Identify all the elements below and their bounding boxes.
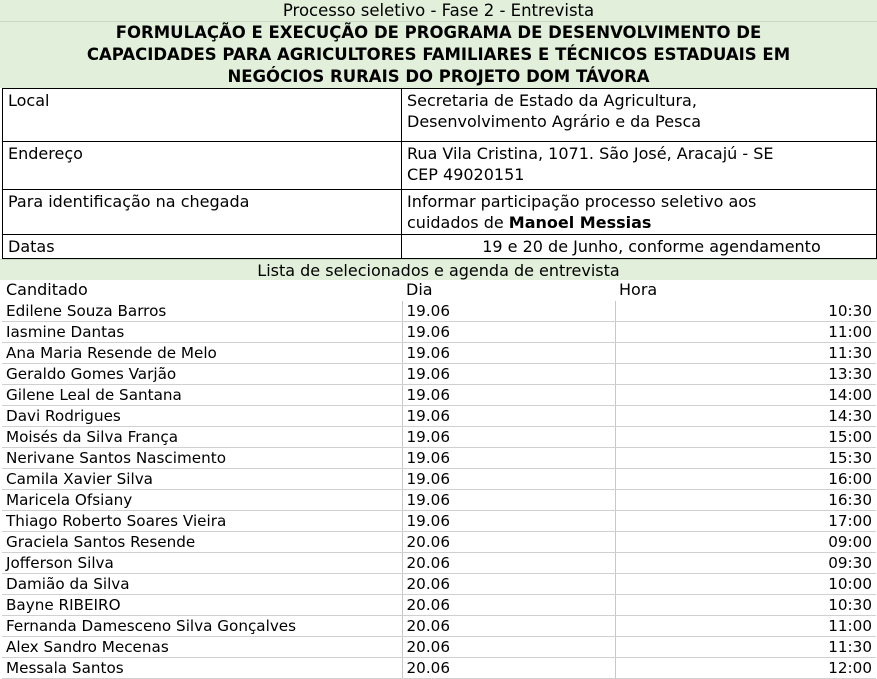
- candidate-name-cell: Messala Santos: [2, 657, 402, 678]
- table-row: [2, 615, 876, 636]
- day-cell: 20.06: [402, 531, 615, 552]
- day-cell: 19.06: [402, 405, 615, 426]
- hour-cell: 11:30: [615, 342, 876, 363]
- arrival-value-line-1: Informar participação processo seletivo aos: [407, 192, 757, 211]
- title-line-3: NEGÓCIOS RURAIS DO PROJETO DOM TÁVORA: [227, 67, 650, 86]
- table-row: [2, 468, 876, 489]
- candidate-name-cell: Thiago Roberto Soares Vieira: [2, 510, 402, 531]
- day-cell: 19.06: [402, 468, 615, 489]
- hour-cell: 12:00: [615, 657, 876, 678]
- day-cell: 20.06: [402, 636, 615, 657]
- hour-cell: 16:00: [615, 468, 876, 489]
- candidate-name-cell: Davi Rodrigues: [2, 405, 402, 426]
- hour-cell: 15:30: [615, 447, 876, 468]
- hour-cell: 11:00: [615, 615, 876, 636]
- candidate-name-cell: Maricela Ofsiany: [2, 489, 402, 510]
- table-row: [2, 405, 876, 426]
- phase-banner: Processo seletivo - Fase 2 - Entrevista: [0, 0, 877, 22]
- arrival-label: Para identificação na chegada: [3, 190, 402, 235]
- day-cell: 20.06: [402, 615, 615, 636]
- column-header-candidate: Canditado: [6, 280, 88, 300]
- hour-cell: 09:30: [615, 552, 876, 573]
- candidate-name-cell: Fernanda Damesceno Silva Gonçalves: [2, 615, 402, 636]
- schedule-table: [2, 280, 876, 679]
- table-row: [2, 531, 876, 552]
- table-row: [2, 489, 876, 510]
- day-cell: 19.06: [402, 447, 615, 468]
- title-line-2: CAPACIDADES PARA AGRICULTORES FAMILIARES E TÉCNICOS ESTADUAIS EM: [86, 45, 791, 64]
- candidate-name-cell: Damião da Silva: [2, 573, 402, 594]
- table-row: [2, 342, 876, 363]
- table-row: [2, 301, 876, 322]
- table-row: [2, 573, 876, 594]
- table-row: [2, 594, 876, 615]
- hour-cell: 10:30: [615, 594, 876, 615]
- candidate-name-cell: Ana Maria Resende de Melo: [2, 342, 402, 363]
- hour-cell: 09:00: [615, 531, 876, 552]
- table-row: [2, 363, 876, 384]
- hour-cell: 10:30: [615, 301, 876, 322]
- candidate-name-cell: Moisés da Silva França: [2, 426, 402, 447]
- table-row: [2, 636, 876, 657]
- schedule-body: [2, 301, 876, 679]
- local-label: Local: [3, 89, 402, 142]
- address-label: Endereço: [3, 142, 402, 190]
- day-cell: 19.06: [402, 342, 615, 363]
- info-row-arrival: [3, 190, 877, 235]
- candidate-name-cell: Camila Xavier Silva: [2, 468, 402, 489]
- day-cell: 19.06: [402, 426, 615, 447]
- day-cell: 20.06: [402, 657, 615, 678]
- info-row-local: [3, 89, 877, 142]
- day-cell: 19.06: [402, 510, 615, 531]
- hour-cell: 16:30: [615, 489, 876, 510]
- arrival-contact: Manoel Messias: [508, 213, 652, 232]
- info-table: [2, 88, 877, 259]
- hour-cell: 14:30: [615, 405, 876, 426]
- address-value-line-1: Rua Vila Cristina, 1071. São José, Aracajú - SE: [407, 144, 774, 163]
- hour-cell: 17:00: [615, 510, 876, 531]
- arrival-prefix: cuidados de: [407, 213, 509, 232]
- table-row: [2, 321, 876, 342]
- address-value: [402, 142, 877, 190]
- table-row: [2, 510, 876, 531]
- candidate-name-cell: Bayne RIBEIRO: [2, 594, 402, 615]
- candidate-name-cell: Graciela Santos Resende: [2, 531, 402, 552]
- candidate-name-cell: Edilene Souza Barros: [2, 301, 402, 322]
- hour-cell: 14:00: [615, 384, 876, 405]
- title-line-1: FORMULAÇÃO E EXECUÇÃO DE PROGRAMA DE DESENVOLVIMENTO DE: [115, 23, 762, 42]
- arrival-value-line-2: [407, 212, 871, 233]
- dates-label: Datas: [3, 235, 402, 259]
- day-cell: 19.06: [402, 301, 615, 322]
- info-row-address: [3, 142, 877, 190]
- table-row: [2, 384, 876, 405]
- program-title: [0, 22, 877, 88]
- hour-cell: 11:00: [615, 321, 876, 342]
- hour-cell: 10:00: [615, 573, 876, 594]
- address-value-line-2: CEP 49020151: [407, 165, 525, 184]
- candidate-name-cell: Alex Sandro Mecenas: [2, 636, 402, 657]
- dates-value: 19 e 20 de Junho, conforme agendamento: [402, 235, 877, 259]
- day-cell: 20.06: [402, 552, 615, 573]
- hour-cell: 13:30: [615, 363, 876, 384]
- candidate-name-cell: Geraldo Gomes Varjão: [2, 363, 402, 384]
- day-cell: 20.06: [402, 573, 615, 594]
- column-header-hour: Hora: [619, 280, 658, 300]
- schedule-header-row: [2, 280, 876, 301]
- hour-cell: 15:00: [615, 426, 876, 447]
- candidate-name-cell: Nerivane Santos Nascimento: [2, 447, 402, 468]
- table-row: [2, 657, 876, 678]
- info-row-dates: [3, 235, 877, 259]
- day-cell: 19.06: [402, 321, 615, 342]
- candidate-name-cell: Gilene Leal de Santana: [2, 384, 402, 405]
- table-row: [2, 552, 876, 573]
- local-value-line-2: Desenvolvimento Agrário e da Pesca: [407, 112, 702, 131]
- arrival-value: [402, 190, 877, 235]
- day-cell: 20.06: [402, 594, 615, 615]
- candidate-name-cell: Iasmine Dantas: [2, 321, 402, 342]
- local-value: [402, 89, 877, 142]
- table-row: [2, 447, 876, 468]
- candidate-name-cell: Jofferson Silva: [2, 552, 402, 573]
- day-cell: 19.06: [402, 384, 615, 405]
- local-value-line-1: Secretaria de Estado da Agricultura,: [407, 91, 697, 110]
- day-cell: 19.06: [402, 363, 615, 384]
- day-cell: 19.06: [402, 489, 615, 510]
- column-header-day: Dia: [406, 280, 433, 300]
- table-row: [2, 426, 876, 447]
- list-title-banner: Lista de selecionados e agenda de entrevista: [0, 259, 877, 280]
- hour-cell: 11:30: [615, 636, 876, 657]
